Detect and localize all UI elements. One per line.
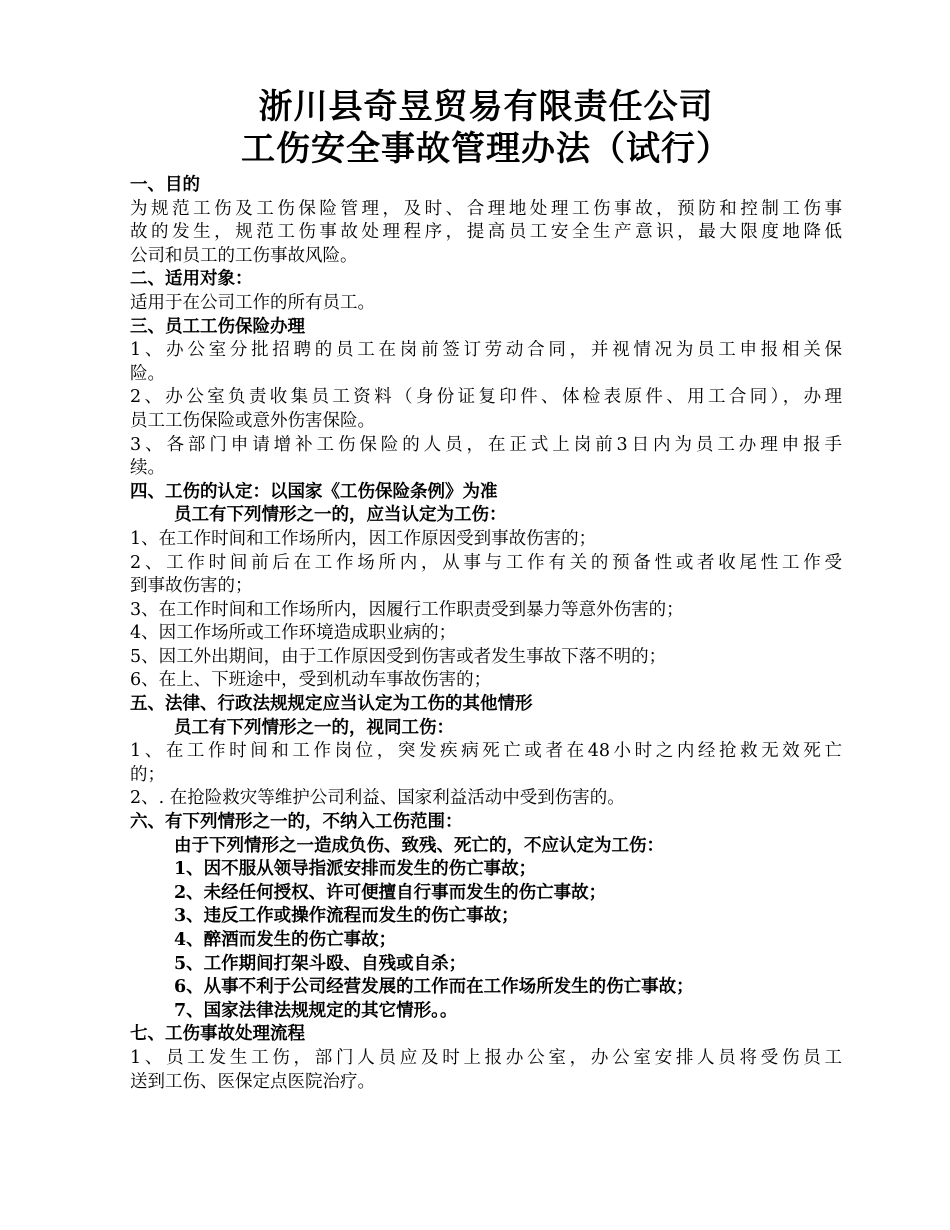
body-text-line: 2、未经任何授权、许可便擅自行事而发生的伤亡事故； (174, 882, 607, 903)
document-title (130, 86, 842, 170)
section-heading: 五、法律、行政法规规定应当认定为工伤的其他情形 (130, 694, 533, 715)
body-text-line: 1、员工发生工伤，部门人员应及时上报办公室，办公室安排人员将受伤员工 (130, 1047, 842, 1068)
body-text-line: 1、因不服从领导指派安排而发生的伤亡事故； (174, 859, 537, 880)
body-text-line: 2、工作时间前后在工作场所内，从事与工作有关的预备性或者收尾性工作受 (130, 552, 842, 573)
body-text-line: 的； (130, 764, 165, 785)
body-text-line: 险。 (130, 363, 165, 384)
body-text-line: 1、办公室分批招聘的员工在岗前签订劳动合同，并视情况为员工申报相关保 (130, 340, 842, 361)
section-heading: 六、有下列情形之一的，不纳入工伤范围： (130, 812, 463, 833)
body-text-line: 故的发生，规范工伤事故处理程序，提高员工安全生产意识，最大限度地降低 (130, 222, 842, 243)
section-heading: 三、员工工伤保险办理 (130, 316, 305, 337)
body-text-line: 2、办公室负责收集员工资料（身份证复印件、体检表原件、用工合同），办理 (130, 387, 842, 408)
body-text-line: 为规范工伤及工伤保险管理，及时、合理地处理工伤事故，预防和控制工伤事 (130, 198, 842, 219)
section-heading: 二、适用对象： (130, 269, 253, 290)
body-text-line: 到事故伤害的； (130, 576, 253, 597)
body-text-line: 3、各部门申请增补工伤保险的人员，在正式上岗前3日内为员工办理申报手 (130, 434, 842, 455)
body-text-line: 3、违反工作或操作流程而发生的伤亡事故； (174, 906, 519, 927)
body-text-line: 3、在工作时间和工作场所内，因履行工作职责受到暴力等意外伤害的； (130, 599, 684, 620)
document-page (130, 86, 842, 1094)
body-text-line: 续。 (130, 458, 165, 479)
body-text-line: 由于下列情形之一造成负伤、致残、死亡的，不应认定为工伤： (174, 835, 664, 856)
body-text-line: 1、在工作时间和工作岗位，突发疾病死亡或者在48小时之内经抢救无效死亡 (130, 741, 842, 762)
body-text-line: 5、因工外出期间，由于工作原因受到伤害或者发生事故下落不明的； (130, 646, 667, 667)
title-line-subject: 工伤安全事故管理办法（试行） (241, 129, 731, 169)
document-body (130, 174, 842, 1094)
body-text-line: 1、在工作时间和工作场所内，因工作原因受到事故伤害的； (130, 528, 597, 549)
body-text-line: 5、工作期间打架斗殴、自残或自杀； (174, 953, 467, 974)
section-heading: 一、目的 (130, 175, 200, 195)
body-text-line: 7、国家法律法规规定的其它情形。。 (174, 1000, 458, 1021)
body-text-line: 适用于在公司工作的所有员工。 (130, 292, 375, 313)
body-text-line: 4、因工作场所或工作环境造成职业病的； (130, 623, 457, 644)
body-text-line: 6、从事不利于公司经营发展的工作而在工作场所发生的伤亡事故； (174, 977, 694, 998)
body-text-line: 送到工伤、医保定点医院治疗。 (130, 1071, 375, 1092)
body-text-line: 员工工伤保险或意外伤害保险。 (130, 410, 375, 431)
section-heading: 四、工伤的认定：以国家《工伤保险条例》为准 (130, 481, 498, 502)
body-text-line: 6、在上、下班途中，受到机动车事故伤害的； (130, 670, 492, 691)
body-text-line: 员工有下列情形之一的，视同工伤： (174, 717, 454, 738)
body-text-line: 2、. 在抢险救灾等维护公司利益、国家利益活动中受到伤害的。 (130, 788, 625, 809)
body-text-line: 4、醉酒而发生的伤亡事故； (174, 930, 397, 950)
body-text-line: 员工有下列情形之一的，应当认定为工伤： (174, 505, 507, 526)
title-line-company: 浙川县奇昱贸易有限责任公司 (258, 87, 714, 127)
section-heading: 七、工伤事故处理流程 (130, 1024, 305, 1045)
body-text-line: 公司和员工的工伤事故风险。 (130, 245, 358, 266)
